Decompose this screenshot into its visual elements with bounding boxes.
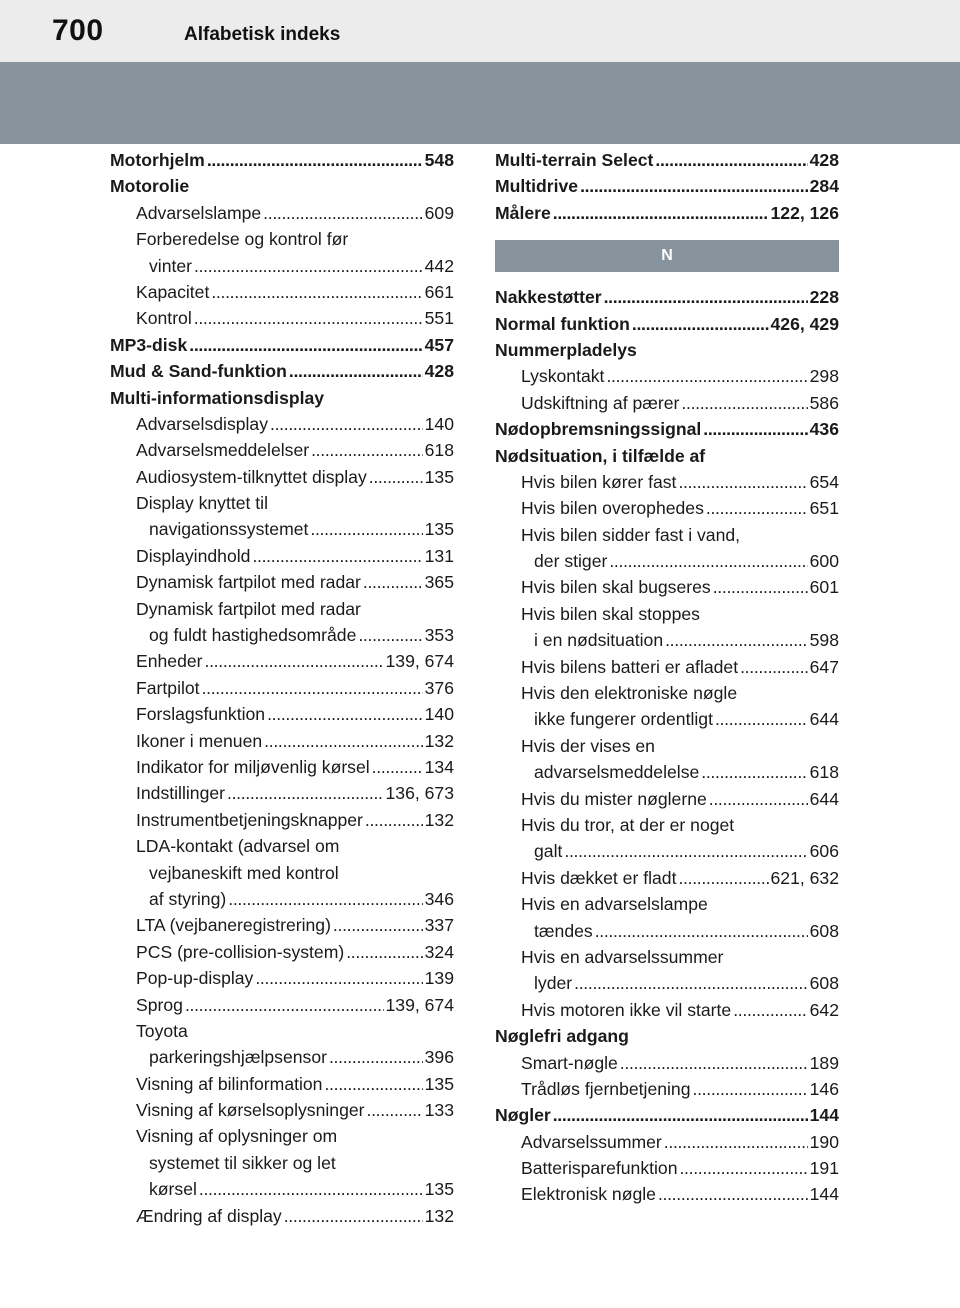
index-entry-pages: 346 [424,888,454,909]
index-entry-pages: 122, 126 [770,202,839,223]
index-entry-pages: 284 [809,176,839,197]
index-entry-label: Instrumentbetjeningsknapper [136,809,363,830]
index-entry [110,1150,454,1176]
index-entry [110,860,454,886]
index-entry [110,253,454,279]
index-entry-label: Normal funktion [495,313,630,334]
index-entry-pages: 608 [809,920,839,941]
index-entry-pages: 298 [809,366,839,387]
dot-leader [227,780,384,806]
index-entry-label: Sprog [136,994,183,1015]
index-entry-label: Hvis du tror, at der er noget [521,814,735,835]
index-entry-pages: 337 [424,915,454,936]
dot-leader [664,1129,808,1155]
index-entry-pages: 146 [809,1078,839,1099]
index-entry-label: der stiger [534,551,608,572]
index-entry-label: vejbaneskift med kontrol [149,862,339,883]
index-entry-label: parkeringshjælpsensor [149,1047,327,1068]
index-entry-label: Toyota [136,1020,188,1041]
index-entry [495,865,839,891]
index-entry-pages: 190 [809,1131,839,1152]
dot-leader [358,622,422,648]
index-entry-label: Ændring af display [136,1205,282,1226]
index-entry [110,596,454,622]
index-entry-label: Multi-terrain Select [495,150,654,170]
index-entry-pages: 428 [809,150,839,170]
index-entry [495,812,839,838]
index-entry-label: Indikator for miljøvenlig kørsel [136,756,370,777]
index-entry-pages: 428 [424,361,454,382]
dot-leader [620,1050,808,1076]
index-column-left [110,147,454,1229]
dot-leader [574,970,808,996]
dot-leader [655,147,807,173]
index-entry-label: Nakkestøtter [495,287,602,308]
index-entry-pages: 376 [424,677,454,698]
dot-leader [211,279,422,305]
index-entry-pages: 134 [424,756,454,777]
dot-leader [205,648,384,674]
index-entry-label: advarselsmeddelelse [534,762,700,783]
index-entry [495,522,839,548]
index-entry-pages: 651 [809,498,839,519]
index-entry [110,332,454,358]
dot-leader [363,569,423,595]
index-entry-pages: 324 [424,941,454,962]
index-entry-pages: 654 [809,471,839,492]
dot-leader [553,1102,808,1128]
dot-leader [606,363,807,389]
dot-leader [706,495,808,521]
index-entry-label: Elektronisk nøgle [521,1184,656,1205]
dot-leader [733,997,807,1023]
index-entry-label: Målere [495,202,551,223]
index-entry [110,173,454,199]
index-entry-label: Nødsituation, i tilfælde af [495,445,706,466]
index-entry-label: kørsel [149,1179,197,1200]
index-entry-pages: 442 [424,255,454,276]
index-entry-pages: 144 [809,1184,839,1205]
index-entry-label: Hvis den elektroniske nøgle [521,683,738,704]
dot-leader [681,390,807,416]
index-entry-label: Ikoner i menuen [136,730,263,751]
index-entry-label: LDA-kontakt (advarsel om [136,836,340,857]
index-entry [110,701,454,727]
dot-leader [189,332,422,358]
index-entry-label: Fartpilot [136,677,200,698]
index-entry [110,728,454,754]
index-entry [495,1181,839,1207]
index-entry-label: Display knyttet til [136,493,268,514]
index-entry-label: Hvis en advarselssummer [521,946,724,967]
index-entry-label: Forslagsfunktion [136,704,266,725]
index-entry-pages: 618 [809,762,839,783]
index-entry-pages: 598 [809,630,839,651]
dot-leader [679,1155,807,1181]
dot-leader [701,759,807,785]
index-entry-label: PCS (pre-collision-system) [136,941,345,962]
index-entry-label: Indstillinger [136,783,225,804]
index-entry [110,1044,454,1070]
dot-leader [289,358,423,384]
dot-leader [346,939,422,965]
index-group-m [495,147,839,226]
top-bar [0,0,960,62]
index-entry-label: Udskiftning af pærer [521,392,680,413]
dot-leader [284,1203,423,1229]
dot-leader [369,464,423,490]
index-entry-pages: 618 [424,440,454,461]
index-entry-pages: 457 [424,334,454,355]
index-entry [110,464,454,490]
dot-leader [267,701,423,727]
index-entry-label: Nødopbremsningssignal [495,419,702,440]
index-entry-pages: 436 [809,419,839,440]
index-entry [495,173,839,199]
index-entry-label: galt [534,841,563,862]
index-entry [495,363,839,389]
index-entry-pages: 135 [424,1179,454,1200]
dot-leader [252,543,422,569]
index-entry [495,944,839,970]
index-entry [110,437,454,463]
index-entry-label: Visning af bilinformation [136,1073,323,1094]
index-entry-label: Hvis bilen overophedes [521,498,704,519]
dot-leader [632,311,769,337]
index-entry [495,443,839,469]
index-entry-label: Hvis en advarselslampe [521,894,708,915]
index-entry-label: Hvis bilen sidder fast i vand, [521,524,741,545]
dot-leader [372,754,423,780]
dot-leader [228,886,422,912]
dot-leader [678,469,807,495]
index-entry-pages: 189 [809,1052,839,1073]
index-entry [495,706,839,732]
index-entry-label: og fuldt hastighedsområde [149,625,357,646]
index-entry-label: MP3-disk [110,334,188,355]
index-entry [110,1123,454,1149]
index-entry-label: Nøgler [495,1105,551,1126]
index-entry-pages: 135 [424,466,454,487]
index-entry [495,495,839,521]
index-entry [495,601,839,627]
index-entry [110,516,454,542]
index-entry-label: ikke fungerer ordentligt [534,709,713,730]
index-entry-pages: 139 [424,968,454,989]
index-entry [110,543,454,569]
index-entry-pages: 642 [809,999,839,1020]
section-title: Alfabetisk indeks [184,24,341,45]
index-entry [110,147,454,173]
index-column-right [495,147,839,1208]
dot-leader [595,918,808,944]
letter-section-bar: N [495,240,839,272]
index-entry-label: Kontrol [136,308,192,329]
index-entry [495,838,839,864]
index-entry [110,886,454,912]
index-entry [110,279,454,305]
index-entry-label: Multi-informationsdisplay [110,387,325,408]
index-entry [110,1203,454,1229]
index-entry-pages: 551 [424,308,454,329]
index-entry-label: Visning af kørselsoplysninger [136,1100,365,1121]
index-entry-pages: 644 [809,788,839,809]
index-entry-label: Trådløs fjernbetjening [521,1078,691,1099]
index-entry-label: i en nødsituation [534,630,664,651]
index-entry [495,733,839,759]
dot-leader [185,992,384,1018]
dot-leader [715,706,808,732]
index-entry-pages: 609 [424,202,454,223]
index-entry [495,200,839,226]
dot-leader [194,253,423,279]
index-entry-label: Forberedelse og kontrol før [136,229,349,250]
index-entry [110,490,454,516]
index-entry-pages: 139, 674 [385,994,454,1015]
index-entry-pages: 606 [809,841,839,862]
index-entry [495,1129,839,1155]
dot-leader [367,1097,423,1123]
header-band [0,62,960,144]
index-entry-pages: 548 [424,150,454,170]
index-entry-label: Motorolie [110,176,190,197]
index-entry-pages: 132 [424,809,454,830]
index-entry [495,997,839,1023]
index-entry [110,1071,454,1097]
index-entry-label: Hvis bilen skal bugseres [521,577,711,598]
index-entry [110,1097,454,1123]
index-entry-pages: 136, 673 [385,783,454,804]
index-entry-pages: 140 [424,704,454,725]
index-entry [110,411,454,437]
index-entry-label: af styring) [149,888,227,909]
index-entry-label: Pop-up-display [136,968,254,989]
index-entry-pages: 600 [809,551,839,572]
index-entry [110,992,454,1018]
index-entry-label: Motorhjelm [110,150,205,170]
dot-leader [693,1076,808,1102]
index-entry-pages: 426, 429 [770,313,839,334]
index-entry [495,390,839,416]
index-entry [495,970,839,996]
index-entry [495,627,839,653]
index-entry-label: Smart-nøgle [521,1052,618,1073]
index-entry [110,200,454,226]
index-entry-label: Hvis du mister nøglerne [521,788,707,809]
index-entry-label: Dynamisk fartpilot med radar [136,572,361,593]
index-entry-pages: 365 [424,572,454,593]
index-entry [495,918,839,944]
dot-leader [703,416,807,442]
index-entry-label: Hvis bilen skal stoppes [521,603,700,624]
index-entry-label: vinter [149,255,193,276]
index-entry-label: Mud & Sand-funktion [110,361,287,382]
dot-leader [564,838,807,864]
index-entry-label: Nummerpladelys [495,339,637,360]
index-entry-pages: 135 [424,1073,454,1094]
index-entry-label: Batterisparefunktion [521,1158,678,1179]
index-entry-label: Multidrive [495,176,579,197]
index-entry [110,965,454,991]
index-entry [495,147,839,173]
index-entry [495,1102,839,1128]
index-entry [110,648,454,674]
index-entry-label: Lyskontakt [521,366,605,387]
index-entry [495,1076,839,1102]
dot-leader [665,627,808,653]
index-entry-label: Hvis bilen kører fast [521,471,677,492]
index-entry-label: Nøglefri adgang [495,1026,629,1047]
dot-leader [264,728,422,754]
index-entry-label: lyder [534,973,573,994]
dot-leader [194,305,423,331]
dot-leader [333,912,423,938]
index-entry [110,385,454,411]
index-entry [110,569,454,595]
index-entry-pages: 396 [424,1047,454,1068]
dot-leader [263,200,422,226]
index-entry-label: Hvis motoren ikke vil starte [521,999,732,1020]
dot-leader [658,1181,808,1207]
index-entry-pages: 647 [809,656,839,677]
index-entry-pages: 661 [424,281,454,302]
dot-leader [713,574,808,600]
index-entry-pages: 601 [809,577,839,598]
index-group-n [495,284,839,1208]
dot-leader [199,1176,423,1202]
index-entry [110,358,454,384]
index-entry-pages: 144 [809,1105,839,1126]
dot-leader [310,516,422,542]
index-entry-pages: 139, 674 [385,651,454,672]
index-entry [495,1155,839,1181]
index-entry-label: systemet til sikker og let [149,1152,336,1173]
index-entry-pages: 608 [809,973,839,994]
index-entry-label: Hvis der vises en [521,735,655,756]
index-entry-pages: 621, 632 [770,867,839,888]
index-entry [110,622,454,648]
index-entry [110,754,454,780]
dot-leader [709,786,808,812]
dot-leader [678,865,768,891]
page-number: 700 [52,14,104,47]
index-entry-label: Audiosystem-tilknyttet display [136,466,367,487]
index-entry-pages: 228 [809,287,839,308]
dot-leader [311,437,423,463]
index-entry [495,311,839,337]
index-entry-label: Kapacitet [136,281,210,302]
index-entry-label: LTA (vejbaneregistrering) [136,915,331,936]
index-entry [495,786,839,812]
index-entry [110,675,454,701]
dot-leader [580,173,808,199]
dot-leader [255,965,422,991]
index-entry [495,759,839,785]
index-entry-label: Enheder [136,651,203,672]
index-entry-label: Advarselslampe [136,202,262,223]
index-entry-label: Visning af oplysninger om [136,1126,338,1147]
index-entry [495,284,839,310]
index-entry [110,780,454,806]
index-entry [110,305,454,331]
index-entry-label: Hvis bilens batteri er afladet [521,656,739,677]
index-entry [110,939,454,965]
dot-leader [207,147,423,173]
index-entry-pages: 131 [424,545,454,566]
index-entry-label: Advarselsmeddelelser [136,440,310,461]
index-entry-label: Advarselsdisplay [136,413,269,434]
index-entry-pages: 132 [424,730,454,751]
index-entry [495,891,839,917]
dot-leader [202,675,423,701]
index-entry [495,654,839,680]
index-entry [495,548,839,574]
index-entry [110,912,454,938]
index-entry [110,226,454,252]
index-entry [495,416,839,442]
dot-leader [553,200,769,226]
dot-leader [609,548,807,574]
index-entry-label: navigationssystemet [149,519,309,540]
dot-leader [324,1071,422,1097]
index-entry-label: Displayindhold [136,545,251,566]
index-entry-pages: 191 [809,1158,839,1179]
dot-leader [604,284,808,310]
index-entry [495,1050,839,1076]
index-entry-pages: 644 [809,709,839,730]
index-entry-pages: 353 [424,625,454,646]
index-entry [495,337,839,363]
index-entry [110,807,454,833]
index-entry [495,1023,839,1049]
index-entry-pages: 586 [809,392,839,413]
index-entry-pages: 140 [424,413,454,434]
index-entry-pages: 132 [424,1205,454,1226]
dot-leader [740,654,808,680]
index-entry-pages: 135 [424,519,454,540]
index-entry-pages: 133 [424,1100,454,1121]
index-entry [110,833,454,859]
index-entry [110,1018,454,1044]
index-entry [495,680,839,706]
dot-leader [270,411,423,437]
index-entry-label: Advarselssummer [521,1131,662,1152]
dot-leader [329,1044,423,1070]
index-entry [110,1176,454,1202]
index-entry-label: Hvis dækket er fladt [521,867,677,888]
index-entry-label: tændes [534,920,593,941]
index-entry [495,574,839,600]
index-entry-label: Dynamisk fartpilot med radar [136,598,361,619]
index-entry [495,469,839,495]
dot-leader [365,807,423,833]
